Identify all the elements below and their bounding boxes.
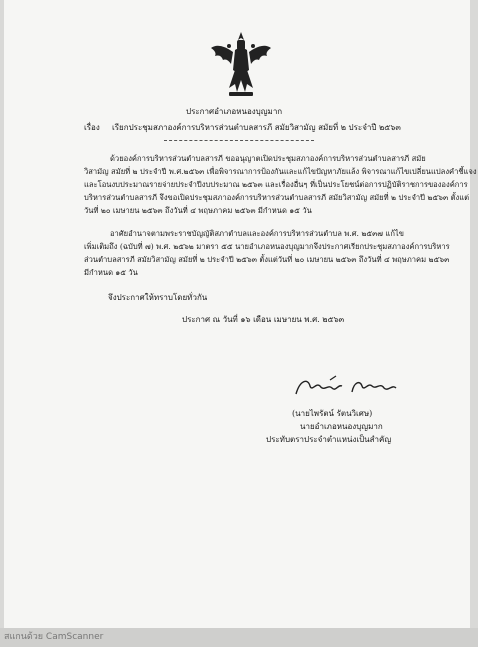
scanner-watermark: สแกนด้วย CamScanner [0, 628, 478, 647]
divider [164, 140, 314, 141]
signer-position: นายอำเภอหนองบุญมาก [300, 422, 383, 431]
paragraph-2 [84, 227, 450, 279]
paragraph-1-line: บริหารส่วนตำบลสารภี จึงขอเปิดประชุมสภาองค์การบริหารส่วนตำบลสารภี สมัยวิสามัญ สมัยที่ ๒ ประจำปี ๒๕๖๓ ตั้งแต่ [84, 193, 470, 202]
subject-text: เรียกประชุมสภาองค์การบริหารส่วนตำบลสารภี สมัยวิสามัญ สมัยที่ ๒ ประจำปี ๒๕๖๓ [112, 123, 401, 132]
paragraph-1 [84, 152, 477, 217]
date-line: ประกาศ ณ วันที่ ๑๖ เดือน เมษายน พ.ศ. ๒๕๖๓ [182, 315, 345, 324]
garuda-emblem-icon [209, 30, 273, 100]
signer-name: (นายไพรัตน์ รัตนวิเศษ) [292, 409, 373, 418]
closing-text: จึงประกาศให้ทราบโดยทั่วกัน [108, 293, 208, 302]
paragraph-1-line: วันที่ ๒๐ เมษายน ๒๕๖๓ ถึงวันที่ ๔ พฤษภาคม ๒๕๖๓ มีกำหนด ๑๕ วัน [84, 206, 312, 215]
paragraph-2-line: อาศัยอำนาจตามพระราชบัญญัติสภาตำบลและองค์การบริหารส่วนตำบล พ.ศ. ๒๕๓๗ แก้ไข [110, 229, 404, 238]
handwritten-signature [290, 372, 400, 402]
paragraph-1-line: และโอนงบประมาณรายจ่ายประจำปีงบประมาณ ๒๕๖๓ และเรื่องอื่นๆ ที่เป็นประโยชน์ต่อการปฏิบัติราชการขององค์การ [84, 180, 468, 189]
paragraph-1-line: ด้วยองค์การบริหารส่วนตำบลสารภี ขออนุญาตเปิดประชุมสภาองค์การบริหารส่วนตำบลสารภี สมัย [110, 154, 426, 163]
paragraph-2-line: ส่วนตำบลสารภี สมัยวิสามัญ สมัยที่ ๒ ประจำปี ๒๕๖๓ ตั้งแต่วันที่ ๒๐ เมษายน ๒๕๖๓ ถึงวันที่ ๔ พฤษภาคม ๒๕๖๓ [84, 255, 450, 264]
paragraph-2-line: เพิ่มเติมถึง (ฉบับที่ ๗) พ.ศ. ๒๕๖๒ มาตรา ๕๕ นายอำเภอหนองบุญมากจึงประกาศเรียกประชุมสภาองค์การบริหาร [84, 242, 450, 251]
document-title: ประกาศอำเภอหนองบุญมาก [186, 107, 283, 116]
paragraph-2-line: มีกำหนด ๑๕ วัน [84, 268, 138, 277]
paragraph-1-line: วิสามัญ สมัยที่ ๒ ประจำปี พ.ศ.๒๕๖๓ เพื่อพิจารณาการป้องกันและแก้ไขปัญหาภัยแล้ง พิจารณาแก้ไขเปลี่ยนแปลงคำชี้แจง [84, 167, 477, 176]
subject-label: เรื่อง [84, 123, 100, 132]
document-page [4, 0, 477, 628]
stamp-line: ประทับตราประจำตำแหน่งเป็นสำคัญ [266, 435, 392, 444]
